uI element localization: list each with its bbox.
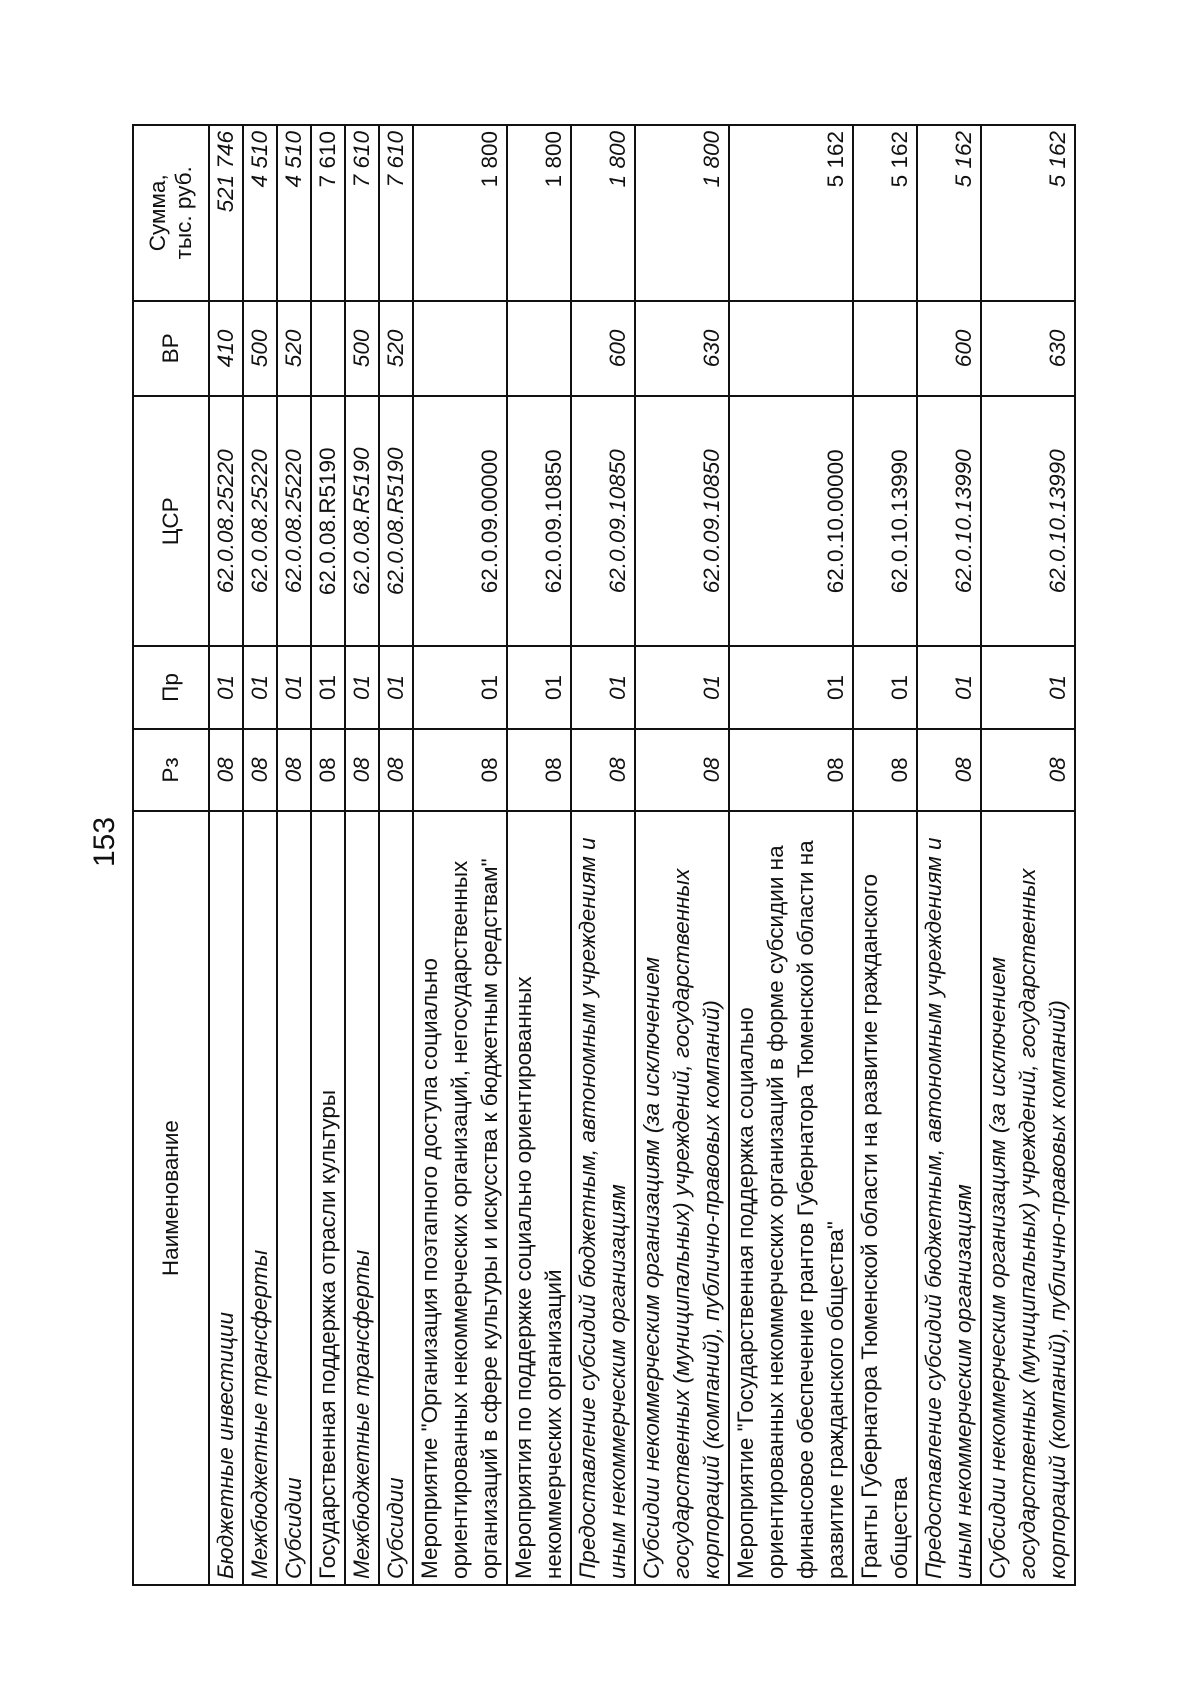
cell-vr (507, 301, 571, 397)
cell-name: Субсидии некоммерческим организациям (за исключением государственных (муниципальных) учреждений, государственных корпораций (компаний), публично-правовых компаний) (981, 811, 1075, 1585)
cell-pr: 01 (507, 646, 571, 728)
cell-csr: 62.0.09.10850 (635, 396, 729, 646)
cell-sum: 7 610 (345, 125, 379, 301)
cell-rz: 08 (413, 729, 507, 811)
cell-vr: 520 (277, 301, 311, 397)
cell-pr: 01 (345, 646, 379, 728)
header-sum-line1: Сумма, (145, 174, 170, 252)
cell-name: Гранты Губернатора Тюменской области на развитие гражданского общества (853, 811, 917, 1585)
header-rz: Рз (133, 729, 209, 811)
cell-vr: 600 (571, 301, 635, 397)
cell-sum: 5 162 (729, 125, 853, 301)
cell-name: Субсидии некоммерческим организациям (за исключением государственных (муниципальных) учреждений, государственных корпораций (компаний), публично-правовых компаний) (635, 811, 729, 1585)
cell-csr: 62.0.10.13990 (853, 396, 917, 646)
cell-csr: 62.0.09.10850 (571, 396, 635, 646)
cell-name: Государственная поддержка отрасли культуры (311, 811, 345, 1585)
cell-pr: 01 (379, 646, 413, 728)
cell-name: Субсидии (379, 811, 413, 1585)
cell-vr (853, 301, 917, 397)
cell-rz: 08 (277, 729, 311, 811)
table-row (379, 125, 413, 1585)
table-row (571, 125, 635, 1585)
cell-pr: 01 (635, 646, 729, 728)
cell-rz: 08 (729, 729, 853, 811)
cell-sum: 5 162 (917, 125, 981, 301)
cell-sum: 7 610 (379, 125, 413, 301)
table-row (209, 125, 243, 1585)
cell-vr: 500 (243, 301, 277, 397)
cell-rz: 08 (507, 729, 571, 811)
cell-csr: 62.0.08.R5190 (379, 396, 413, 646)
cell-sum: 4 510 (277, 125, 311, 301)
table-row (413, 125, 507, 1585)
cell-vr (311, 301, 345, 397)
table-row (345, 125, 379, 1585)
cell-rz: 08 (311, 729, 345, 811)
cell-vr: 630 (981, 301, 1075, 397)
budget-table (132, 124, 1076, 1586)
cell-sum: 7 610 (311, 125, 345, 301)
header-sum-line2: тыс. руб. (171, 166, 196, 260)
cell-rz: 08 (571, 729, 635, 811)
cell-sum: 5 162 (853, 125, 917, 301)
cell-pr: 01 (243, 646, 277, 728)
cell-pr: 01 (571, 646, 635, 728)
table-row (853, 125, 917, 1585)
cell-pr: 01 (311, 646, 345, 728)
cell-csr: 62.0.08.25220 (243, 396, 277, 646)
table-row (311, 125, 345, 1585)
cell-vr: 410 (209, 301, 243, 397)
cell-name: Предоставление субсидий бюджетным, автономным учреждениям и иным некоммерческим организациям (571, 811, 635, 1585)
cell-csr: 62.0.08.R5190 (311, 396, 345, 646)
cell-rz: 08 (635, 729, 729, 811)
cell-rz: 08 (345, 729, 379, 811)
table-row (635, 125, 729, 1585)
cell-vr: 630 (635, 301, 729, 397)
cell-rz: 08 (243, 729, 277, 811)
cell-vr: 500 (345, 301, 379, 397)
cell-sum: 4 510 (243, 125, 277, 301)
cell-vr: 520 (379, 301, 413, 397)
table-row (507, 125, 571, 1585)
cell-csr: 62.0.09.10850 (507, 396, 571, 646)
cell-name: Межбюджетные трансферты (243, 811, 277, 1585)
cell-pr: 01 (413, 646, 507, 728)
cell-name: Предоставление субсидий бюджетным, автономным учреждениям и иным некоммерческим организациям (917, 811, 981, 1585)
cell-name: Бюджетные инвестиции (209, 811, 243, 1585)
cell-vr (729, 301, 853, 397)
cell-csr: 62.0.09.00000 (413, 396, 507, 646)
cell-pr: 01 (981, 646, 1075, 728)
table-row (729, 125, 853, 1585)
table-row (981, 125, 1075, 1585)
cell-rz: 08 (379, 729, 413, 811)
cell-rz: 08 (917, 729, 981, 811)
cell-name: Мероприятие "Организация поэтапного доступа социально ориентированных некоммерческих организаций, негосударственных организаций в сфере культуры и искусства к бюджетным средствам" (413, 811, 507, 1585)
header-vr: ВР (133, 301, 209, 397)
cell-vr: 600 (917, 301, 981, 397)
cell-csr: 62.0.10.13990 (917, 396, 981, 646)
cell-rz: 08 (981, 729, 1075, 811)
cell-sum: 5 162 (981, 125, 1075, 301)
table-header-row (133, 125, 209, 1585)
header-sum (133, 125, 209, 301)
cell-csr: 62.0.10.00000 (729, 396, 853, 646)
table-row (243, 125, 277, 1585)
cell-sum: 1 800 (635, 125, 729, 301)
cell-rz: 08 (853, 729, 917, 811)
cell-name: Мероприятие "Государственная поддержка социально ориентированных некоммерческих организаций в форме субсидии на финансовое обеспечение грантов Губернатора Тюменской области на развитие гражданского общества" (729, 811, 853, 1585)
rotated-table-wrapper (132, 124, 1070, 1586)
table-body (209, 125, 1075, 1585)
cell-sum: 1 800 (571, 125, 635, 301)
cell-pr: 01 (853, 646, 917, 728)
table-row (277, 125, 311, 1585)
cell-csr: 62.0.08.25220 (209, 396, 243, 646)
cell-sum: 521 746 (209, 125, 243, 301)
cell-sum: 1 800 (507, 125, 571, 301)
cell-pr: 01 (729, 646, 853, 728)
cell-name: Межбюджетные трансферты (345, 811, 379, 1585)
cell-name: Мероприятия по поддержке социально ориентированных некоммерческих организаций (507, 811, 571, 1585)
cell-rz: 08 (209, 729, 243, 811)
header-csr: ЦСР (133, 396, 209, 646)
table-row (917, 125, 981, 1585)
cell-csr: 62.0.08.25220 (277, 396, 311, 646)
cell-name: Субсидии (277, 811, 311, 1585)
cell-csr: 62.0.10.13990 (981, 396, 1075, 646)
cell-sum: 1 800 (413, 125, 507, 301)
header-pr: Пр (133, 646, 209, 728)
cell-csr: 62.0.08.R5190 (345, 396, 379, 646)
header-name: Наименование (133, 811, 209, 1585)
cell-pr: 01 (917, 646, 981, 728)
cell-vr (413, 301, 507, 397)
cell-pr: 01 (209, 646, 243, 728)
cell-pr: 01 (277, 646, 311, 728)
page-number: 153 (88, 816, 121, 868)
